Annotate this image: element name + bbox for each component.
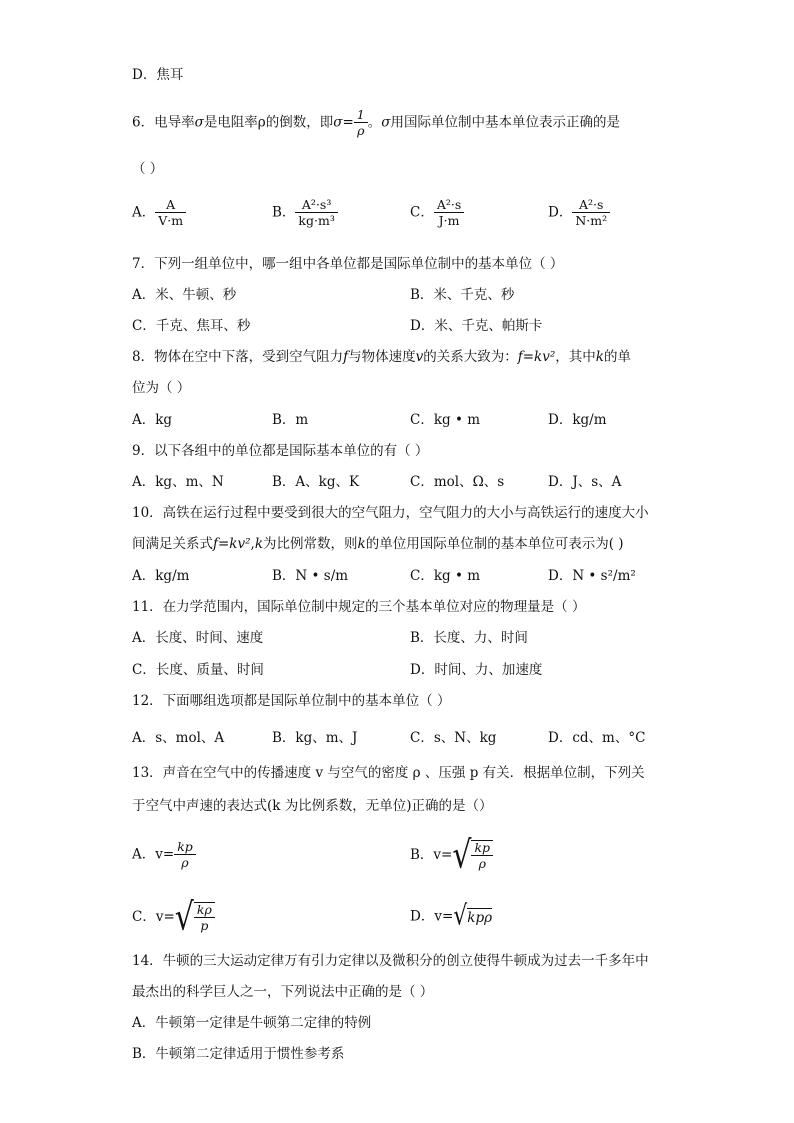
q6-d-label: D．	[548, 204, 573, 221]
q13-a-fraction	[174, 840, 196, 870]
q14-stem-line2: 最杰出的科学巨人之一，下列说法中正确的是（ ）	[132, 984, 434, 1000]
q13-c-den: p	[194, 917, 215, 933]
q6-stem-e: 用国际单位制中基本单位表示正确的是	[390, 114, 620, 131]
q8-f: f	[343, 349, 349, 365]
q14-stem-line1: 14．牛顿的三大运动定律万有引力定律以及微积分的创立使得牛顿成为过去一千多年中	[132, 953, 649, 969]
q13-a-den: ρ	[174, 854, 196, 870]
q6-option-b	[272, 198, 338, 228]
q13-d-sqrt	[453, 902, 492, 932]
q9-option-c: C．mol、Ω、s	[410, 474, 505, 490]
q10-option-a: A．kg/m	[132, 568, 190, 584]
q6-c-label: C．	[410, 204, 434, 221]
q8-stem-c: 的关系大致为：	[423, 349, 518, 365]
q12-option-a: A．s、mol、A	[132, 730, 225, 746]
q13-d-expr: kpρ	[467, 909, 493, 926]
q6-eq-den: ρ	[354, 122, 368, 138]
q6-sigma-2: σ	[381, 114, 391, 131]
q6-b-num: A²·s³	[301, 197, 332, 212]
q6-a-fraction	[155, 198, 186, 228]
q5-option-d: D．焦耳	[132, 67, 184, 83]
q13-option-a	[132, 840, 196, 870]
q13-b-label: B．v=	[410, 847, 453, 863]
q10-option-c: C．kg • m	[410, 568, 480, 584]
q8-stem	[132, 348, 631, 366]
q6-c-fraction	[434, 198, 464, 228]
q8-option-c: C．kg • m	[410, 412, 480, 428]
q8-stem-e: 的单	[603, 349, 631, 365]
q11-option-c: C．长度、质量、时间	[132, 662, 264, 678]
q6-stem	[132, 108, 620, 138]
q12-option-b: B．kg、m、J	[272, 730, 358, 746]
q10-stem-line2	[132, 535, 624, 553]
q6-stem-b: 是电阻率ρ的倒数，即	[203, 114, 334, 131]
q6-d-fraction	[572, 198, 610, 228]
q13-c-label: C．v=	[132, 909, 175, 925]
q8-option-b: B．m	[272, 412, 309, 428]
q10-k2: k	[357, 536, 366, 552]
q13-stem-line2: 于空气中声速的表达式(k 为比例系数，无单位)正确的是（）	[132, 798, 493, 814]
q6-stem-c: 。	[367, 114, 382, 131]
sqrt-icon: √	[453, 900, 468, 932]
q8-option-d: D．kg/m	[548, 412, 607, 428]
q6-paren: （ ）	[132, 161, 164, 177]
q6-sigma: σ	[194, 114, 204, 131]
q13-option-c	[132, 895, 215, 939]
q14-option-a: A．牛顿第一定律是牛顿第二定律的特例	[132, 1015, 372, 1031]
q9-option-d: D．J、s、A	[548, 474, 622, 490]
q13-b-den: ρ	[471, 855, 493, 871]
q6-a-num: A	[166, 197, 176, 212]
q6-option-d	[548, 198, 610, 228]
q13-option-d	[410, 902, 492, 932]
q8-stem-d: ，其中	[555, 349, 596, 365]
q6-b-fraction	[295, 198, 337, 228]
q6-a-label: A．	[132, 204, 156, 221]
q10-option-b: B．N • s/m	[272, 568, 349, 584]
q7-option-d: D．米、千克、帕斯卡	[410, 318, 543, 334]
q13-c-sqrt	[174, 895, 215, 939]
q10-k1: k	[254, 536, 264, 552]
q8-k: k	[595, 349, 604, 365]
q6-eq-fraction	[354, 108, 368, 138]
q6-c-den: J·m	[434, 212, 464, 228]
q13-stem-line1: 13．声音在空气中的传播速度 v 与空气的密度 ρ 、压强 p 有关．根据单位制，下列关	[132, 765, 645, 781]
q8-formula: f=kv²	[517, 349, 556, 365]
q13-b-sqrt	[452, 833, 493, 877]
q6-stem-a: 6．电导率	[132, 114, 195, 131]
sqrt-icon: √	[174, 895, 194, 939]
q12-option-c: C．s、N、kg	[410, 730, 497, 746]
q6-eq-num: 1	[356, 107, 365, 122]
q13-option-b	[410, 833, 493, 877]
q6-a-den: V·m	[155, 212, 186, 228]
q11-option-d: D．时间、力、加速度	[410, 662, 543, 678]
q10-formula: f=kv²	[213, 536, 251, 552]
q6-eq-lhs: σ=	[333, 114, 354, 131]
q6-c-num: A²·s	[436, 197, 462, 212]
q9-stem: 9．以下各组中的单位都是国际基本单位的有（ ）	[132, 443, 429, 459]
q10-stem-line1: 10．高铁在运行过程中要受到很大的空气阻力，空气阻力的大小与高铁运行的速度大小	[132, 505, 649, 521]
q13-c-fraction	[194, 903, 215, 933]
q8-option-a: A．kg	[132, 412, 173, 428]
q7-stem: 7．下列一组单位中，哪一组中各单位都是国际单位制中的基本单位（ ）	[132, 256, 564, 272]
q6-d-num: A²·s	[579, 197, 604, 212]
q13-b-fraction	[471, 841, 493, 871]
q10-line2-d: 的单位用国际单位制的基本单位可表示为( )	[365, 536, 624, 552]
q10-option-d: D．N • s²/m²	[548, 568, 636, 584]
q8-v: v	[415, 349, 424, 365]
q14-option-b: B．牛顿第二定律适用于惯性参考系	[132, 1046, 345, 1062]
q7-option-a: A．米、牛顿、秒	[132, 287, 237, 303]
q6-b-den: kg·m³	[295, 212, 337, 228]
q12-stem: 12．下面哪组选项都是国际单位制中的基本单位（ ）	[132, 693, 451, 709]
q6-option-c	[410, 198, 464, 228]
q13-c-num: kρ	[196, 902, 212, 917]
q13-d-label: D．v=	[410, 908, 454, 925]
q11-stem: 11．在力学范围内，国际单位制中规定的三个基本单位对应的物理量是（ ）	[132, 599, 586, 615]
q9-option-a: A．kg、m、N	[132, 474, 224, 490]
q7-option-b: B．米、千克、秒	[410, 287, 515, 303]
q10-line2-a: 间满足关系式	[132, 536, 213, 552]
q11-option-b: B．长度、力、时间	[410, 630, 528, 646]
q8-stem-b: 与物体速度	[348, 349, 416, 365]
q10-line2-c: 为比例常数，则	[263, 536, 358, 552]
q7-option-c: C．千克、焦耳、秒	[132, 318, 251, 334]
q6-b-label: B．	[272, 204, 296, 221]
q8-stem-a: 8．物体在空中下落，受到空气阻力	[132, 349, 344, 365]
q13-a-label: A．v=	[132, 846, 175, 863]
sqrt-icon: √	[452, 833, 472, 877]
q6-option-a	[132, 198, 186, 228]
q6-d-den: N·m²	[572, 212, 610, 228]
q13-b-num: kp	[474, 840, 491, 855]
q11-option-a: A．长度、时间、速度	[132, 630, 264, 646]
q12-option-d: D．cd、m、°C	[548, 730, 646, 746]
q10-line2-b: ,	[250, 536, 255, 552]
q13-a-num: kp	[177, 839, 193, 854]
q9-option-b: B．A、kg、K	[272, 474, 360, 490]
q8-stem-line2: 位为（ ）	[132, 380, 191, 396]
